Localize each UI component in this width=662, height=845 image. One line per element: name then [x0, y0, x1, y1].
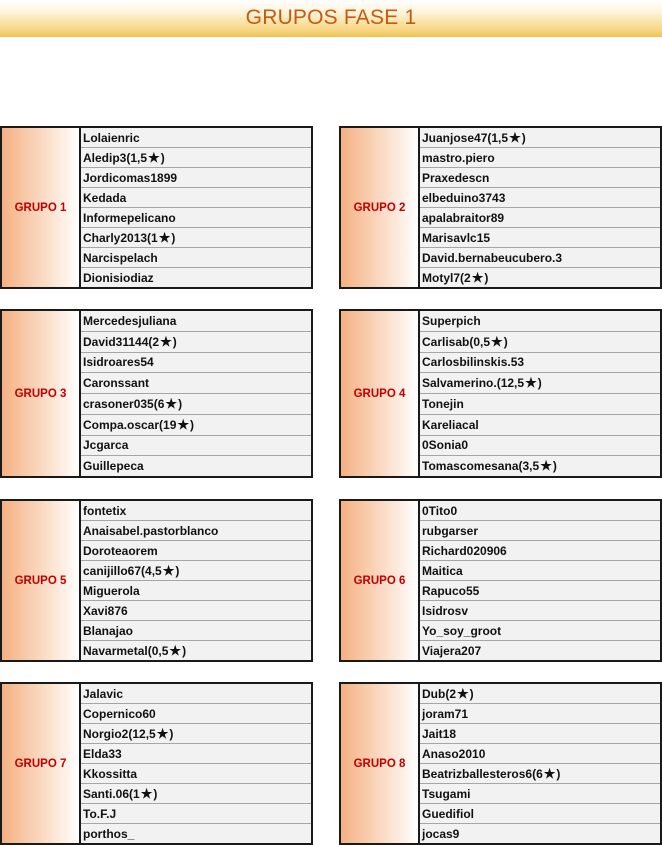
page-title: GRUPOS FASE 1: [245, 6, 417, 29]
member-list: [420, 311, 660, 476]
member-row: [81, 188, 311, 208]
member-name: Santi.06: [83, 786, 130, 801]
member-name: Mercedesjuliana: [83, 313, 177, 328]
member-name: rubgarser: [422, 523, 479, 538]
member-name: Informepelicano: [83, 210, 176, 225]
member-name: Motyl7: [422, 270, 461, 285]
member-row: [420, 228, 660, 248]
member-row: [420, 704, 660, 724]
member-row: [81, 744, 311, 764]
star-icon: ★: [543, 765, 556, 781]
member-name: Beatrizballesteros6: [422, 766, 533, 781]
group-table-5: [0, 499, 313, 662]
star-count: 0,5: [473, 334, 491, 349]
star-count: 1: [133, 786, 140, 801]
member-row: [420, 641, 660, 660]
member-row: [420, 456, 660, 476]
member-name: Lolaienric: [83, 130, 140, 145]
member-name: Maitica: [422, 563, 463, 578]
member-row: [81, 641, 311, 660]
member-row: [420, 501, 660, 521]
member-name: fontetix: [83, 503, 127, 518]
member-row: [81, 521, 311, 541]
member-row: [420, 128, 660, 148]
paren-close: ): [521, 130, 526, 145]
member-row: [81, 415, 311, 436]
member-name: Charly2013: [83, 230, 148, 245]
member-name: Caronssant: [83, 376, 150, 391]
member-name: Jcgarca: [83, 438, 129, 453]
star-icon: ★: [169, 642, 182, 658]
group-table-2: [339, 126, 662, 289]
member-row: [420, 804, 660, 824]
paren-open: (: [126, 150, 131, 165]
paren-open: (: [141, 563, 146, 578]
member-row: [81, 501, 311, 521]
member-name: Navarmetal: [83, 643, 148, 658]
member-row: [420, 724, 660, 744]
paren-open: (: [518, 459, 523, 474]
member-row: [81, 332, 311, 353]
member-name: Dub: [422, 686, 446, 701]
group-label: GRUPO 4: [353, 387, 406, 400]
member-list: [81, 311, 311, 476]
group-label: GRUPO 1: [14, 201, 67, 214]
member-row: [420, 248, 660, 268]
member-name: porthos_: [83, 826, 135, 841]
member-name: To.F.J: [83, 806, 117, 821]
member-row: [420, 394, 660, 415]
member-name: mastro.piero: [422, 150, 495, 165]
member-row: [81, 561, 311, 581]
member-name: Carlosbilinskis.53: [422, 355, 525, 370]
member-name: Kareliacal: [422, 417, 479, 432]
star-icon: ★: [471, 269, 484, 285]
member-list: [420, 501, 660, 660]
member-list: [81, 128, 311, 287]
title-banner: [0, 0, 662, 37]
member-name: Carlisab: [422, 334, 470, 349]
paren-close: ): [153, 786, 158, 801]
group-label-cell: [2, 128, 81, 287]
member-name: Jalavic: [83, 686, 124, 701]
paren-close: ): [172, 334, 177, 349]
member-row: [420, 684, 660, 704]
star-count: 2: [152, 334, 160, 349]
member-list: [420, 128, 660, 287]
star-count: 2: [464, 270, 471, 285]
member-row: [81, 684, 311, 704]
member-row: [81, 268, 311, 287]
member-name: Isidroares54: [83, 355, 154, 370]
member-row: [81, 373, 311, 394]
member-name: canijillo67: [83, 563, 142, 578]
star-icon: ★: [457, 685, 469, 701]
member-name: 0Sonia0: [422, 438, 469, 453]
member-row: [81, 311, 311, 332]
star-icon: ★: [158, 229, 171, 245]
member-row: [420, 311, 660, 332]
member-name: Anaisabel.pastorblanco: [83, 523, 219, 538]
star-count: 3,5: [522, 459, 540, 474]
member-row: [420, 415, 660, 436]
member-name: Jordicomas1899: [83, 170, 178, 185]
member-row: [420, 561, 660, 581]
star-count: 0,5: [151, 643, 169, 658]
paren-close: ): [169, 726, 174, 741]
member-name: 0Tito0: [422, 503, 458, 518]
member-row: [81, 601, 311, 621]
member-name: Norgio2: [83, 726, 129, 741]
member-name: Kkossitta: [83, 766, 138, 781]
paren-close: ): [556, 766, 561, 781]
star-icon: ★: [156, 725, 169, 741]
paren-open: (: [532, 766, 537, 781]
star-icon: ★: [140, 785, 153, 801]
member-row: [420, 744, 660, 764]
member-name: Salvamerino.: [422, 376, 497, 391]
paren-close: ): [469, 686, 474, 701]
star-count: 2: [449, 686, 457, 701]
paren-close: ): [503, 334, 508, 349]
member-row: [420, 353, 660, 374]
paren-open: (: [496, 376, 501, 391]
member-row: [420, 824, 660, 843]
member-name: apalabraitor89: [422, 210, 505, 225]
member-row: [420, 208, 660, 228]
member-row: [420, 373, 660, 394]
paren-close: ): [175, 563, 180, 578]
member-name: Tonejin: [422, 396, 464, 411]
member-name: David.bernabeucubero.3: [422, 250, 563, 265]
group-label: GRUPO 6: [353, 574, 406, 587]
member-row: [420, 168, 660, 188]
member-row: [81, 621, 311, 641]
member-name: Juanjose47: [422, 130, 488, 145]
paren-open: (: [147, 643, 152, 658]
group-label-cell: [2, 684, 81, 843]
member-row: [420, 268, 660, 287]
member-name: Copernico60: [83, 706, 156, 721]
group-label-cell: [2, 311, 81, 476]
member-name: Aledip3: [83, 150, 127, 165]
member-list: [81, 684, 311, 843]
member-row: [81, 353, 311, 374]
star-count: 1,5: [130, 150, 148, 165]
paren-open: (: [128, 726, 133, 741]
group-label: GRUPO 8: [353, 757, 406, 770]
group-table-6: [339, 499, 662, 662]
member-name: Rapuco55: [422, 583, 480, 598]
member-row: [420, 621, 660, 641]
paren-close: ): [160, 150, 165, 165]
paren-open: (: [460, 270, 465, 285]
member-row: [420, 521, 660, 541]
star-count: 12,5: [500, 376, 525, 391]
group-table-1: [0, 126, 313, 289]
member-name: Marisavlc15: [422, 230, 491, 245]
star-icon: ★: [509, 129, 521, 145]
group-table-8: [339, 682, 662, 845]
paren-open: (: [129, 786, 134, 801]
member-row: [420, 436, 660, 457]
member-row: [81, 436, 311, 457]
member-row: [420, 148, 660, 168]
group-label: GRUPO 7: [14, 757, 67, 770]
star-count: 4,5: [145, 563, 162, 578]
star-icon: ★: [177, 416, 190, 432]
paren-close: ): [182, 643, 187, 658]
paren-open: (: [148, 334, 153, 349]
member-list: [420, 684, 660, 843]
member-name: Guillepeca: [83, 459, 144, 474]
group-label: GRUPO 3: [14, 387, 67, 400]
member-name: Praxedescn: [422, 170, 490, 185]
member-name: Yo_soy_groot: [422, 623, 502, 638]
star-icon: ★: [525, 375, 537, 391]
member-row: [420, 784, 660, 804]
star-icon: ★: [148, 149, 160, 165]
member-name: Xavi876: [83, 603, 128, 618]
star-count: 19: [163, 417, 177, 432]
member-row: [81, 456, 311, 476]
member-name: David31144: [83, 334, 149, 349]
member-row: [420, 764, 660, 784]
member-row: [81, 804, 311, 824]
member-name: jocas9: [422, 826, 460, 841]
member-row: [81, 724, 311, 744]
paren-open: (: [469, 334, 474, 349]
member-name: elbeduino3743: [422, 190, 506, 205]
member-name: Isidrosv: [422, 603, 469, 618]
group-table-4: [339, 309, 662, 478]
paren-open: (: [487, 130, 492, 145]
member-row: [81, 148, 311, 168]
member-name: Tsugami: [422, 786, 471, 801]
member-name: Miguerola: [83, 583, 140, 598]
member-name: Richard020906: [422, 543, 507, 558]
member-name: Blanajao: [83, 623, 134, 638]
member-row: [81, 581, 311, 601]
member-row: [81, 541, 311, 561]
member-row: [420, 332, 660, 353]
star-count: 6: [536, 766, 543, 781]
member-list: [81, 501, 311, 660]
member-row: [81, 228, 311, 248]
paren-open: (: [159, 417, 164, 432]
member-name: Dionisiodiaz: [83, 270, 154, 285]
member-name: Narcispelach: [83, 250, 158, 265]
member-row: [420, 188, 660, 208]
member-name: Jait18: [422, 726, 457, 741]
paren-close: ): [178, 396, 183, 411]
member-name: Superpich: [422, 313, 481, 328]
member-row: [81, 764, 311, 784]
group-label-cell: [341, 128, 420, 287]
member-row: [81, 248, 311, 268]
member-row: [81, 208, 311, 228]
group-table-3: [0, 309, 313, 478]
paren-close: ): [537, 376, 542, 391]
paren-open: (: [147, 230, 152, 245]
member-row: [420, 541, 660, 561]
member-name: Compa.oscar: [83, 417, 160, 432]
group-table-7: [0, 682, 313, 845]
star-count: 1,5: [491, 130, 509, 145]
member-name: Elda33: [83, 746, 122, 761]
star-icon: ★: [162, 562, 175, 578]
group-label-cell: [2, 501, 81, 660]
member-row: [81, 704, 311, 724]
group-label: GRUPO 2: [353, 201, 406, 214]
member-row: [81, 394, 311, 415]
member-row: [81, 128, 311, 148]
member-row: [420, 581, 660, 601]
star-icon: ★: [491, 333, 503, 349]
paren-close: ): [484, 270, 489, 285]
paren-open: (: [153, 396, 158, 411]
member-row: [81, 168, 311, 188]
star-icon: ★: [160, 333, 172, 349]
star-icon: ★: [540, 458, 552, 474]
paren-close: ): [552, 459, 557, 474]
group-label-cell: [341, 501, 420, 660]
member-name: Viajera207: [422, 643, 482, 658]
member-row: [81, 824, 311, 843]
group-label-cell: [341, 684, 420, 843]
star-count: 1: [151, 230, 158, 245]
group-label-cell: [341, 311, 420, 476]
member-name: Doroteaorem: [83, 543, 158, 558]
member-name: Tomascomesana: [422, 459, 519, 474]
paren-open: (: [445, 686, 450, 701]
group-label: GRUPO 5: [14, 574, 67, 587]
star-count: 12,5: [132, 726, 156, 741]
paren-close: ): [171, 230, 176, 245]
member-name: crasoner035: [83, 396, 154, 411]
member-row: [81, 784, 311, 804]
paren-close: ): [190, 417, 195, 432]
star-icon: ★: [165, 395, 178, 411]
member-name: Anaso2010: [422, 746, 486, 761]
member-name: Guedifiol: [422, 806, 474, 821]
star-count: 6: [157, 396, 165, 411]
member-name: joram71: [422, 706, 469, 721]
member-name: Kedada: [83, 190, 127, 205]
member-row: [420, 601, 660, 621]
